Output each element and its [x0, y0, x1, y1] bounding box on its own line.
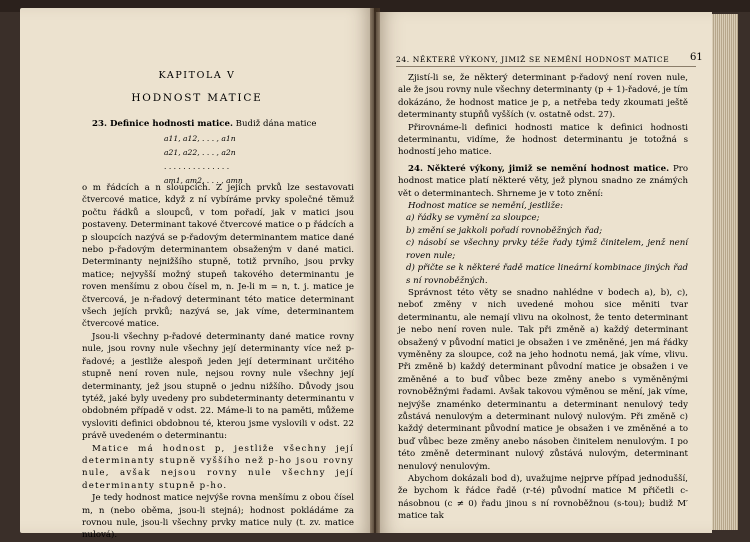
paragraph: Abychom dokázali bod d), uvažujme nejprve případ jednodušší, že bychom k řádce řadě (r-té) původní matice M přičetli c-násobnou (c ≠ 0) řadu jinou s ní rovnoběžnou (s-tou); budiž M′ matice tak	[398, 474, 688, 522]
paragraph: Správnost této věty se snadno nahlédne v bodech a), b), c), neboť změny v nich uvedené mohou sice měniti tvar determinantu, ale nemají vlivu na okolnost, že tento determinant je nebo není roven nule. Tak při změně a) každý determinant obsažený v původní matici je obsažen i ve změněné, jen má řádky vyměněny za sloupce, což na jeho hodnotu nemá, jak víme, vlivu. Při změně b) každý determinant původní matice je obsažen i ve změněné a to buď vůbec beze změny anebo s vyměněnými rovnoběžnými řadami. Avšak takovou výměnou se mění, jak víme, nejvýše znaménko determinantu a determinant nenulový tedy zůstává nenulovým a determinant nulový nulovým. Při změně c) každý determinant původní matice je obsažen i ve změněné a to buď vůbec beze změny anebo násoben činitelem nenulovým. I po této změně determinant nulový zůstává nulovým, determinant nenulový nenulovým.	[398, 287, 688, 472]
theorem-item: d) přičte se k některé řadě matice lineární kombinace jiných řad s ní rovnoběžných.	[406, 263, 688, 286]
theorem-intro: Hodnost matice se nemění, jestliže:	[408, 201, 564, 212]
paragraph: Je tedy hodnost matice nejvýše rovna menšímu z obou čísel m, n (nebo oběma, jsou-li stejná); hodnost pokládáme za rovnou nule, jsou-li všechny prvky matice nuly (t. zv. matice nulová).	[82, 493, 354, 541]
matrix-row: a21, a22, . . . , a2n	[164, 148, 236, 157]
definition-paragraph: Matice má hodnost p, jestliže všechny její determinanty stupně vyššího než p-ho jsou rovny nule, avšak nejsou rovny nule všechny její determinanty stupně p-ho.	[82, 443, 354, 491]
paragraph: Přirovnáme-li definici hodnosti matice k definici hodnosti determinantu, vidíme, že hodnost determinantu je totožná s hodností jeho matice.	[398, 122, 688, 158]
paragraph: Zjistí-li se, že některý determinant p-řadový není roven nule, ale že jsou rovny nule všechny determinanty (p + 1)-řadové, je tím dokázáno, že hodnost matice je p, a netřeba tedy zkoumati ještě determinanty stupňů vyšších (v. ostatně odst. 27).	[398, 73, 689, 121]
chapter-title: HODNOST MATICE	[131, 92, 263, 104]
section-23-heading: 23. Definice hodnosti matice.	[92, 119, 233, 129]
matrix-row: a11, a12, . . . , a1n	[164, 134, 236, 143]
matrix-block	[92, 131, 354, 189]
theorem-item: c) násobí se všechny prvky téže řady týmž činitelem, jenž není roven nule;	[406, 238, 688, 261]
running-head: 24. NĚKTERÉ VÝKONY, JIMIŽ SE NEMĚNÍ HODNOST MATICE	[396, 55, 670, 64]
paragraph: Pro hodnost matice platí některé věty, jež plynou snadno ze známých vět o determinantech. Shrneme je v toto znění:	[398, 163, 689, 199]
paragraph: o m řádcích a n sloupcích. Z jejích prvků lze sestavovati čtvercové matice, když z ní vybíráme prvky společné těmuž počtu řádků a sloupců, v tom pořadí, jak v matici jsou postaveny. Determinant takové čtvercové matice o p řádcích a p sloupcích nazývá se p-řadovým determinantem matice dané nebo p-řadovým determinantem obsaženým v dané matici. Determinanty nejnižšího stupně, totiž prvního, jsou prvky matice; nejvyšší možný stupeň takového determinantu je roven menšímu z obou čísel m, n. Je-li m = n, t. j. matice je čtvercová, je n-řadový determinant této matice determinant všech jejích prvků; nazývá se, jak víme, determinantem čtvercové matice.	[82, 183, 354, 330]
chapter-label: KAPITOLA V	[158, 70, 236, 81]
section-23-intro: Budiž dána matice	[235, 119, 317, 129]
section-24-heading: 24. Některé výkony, jimiž se nemění hodnost matice.	[408, 163, 670, 174]
left-body	[82, 182, 354, 542]
paragraph: Jsou-li všechny p-řadové determinanty dané matice rovny nule, jsou rovny nule všechny její determinanty více než p-řadové; a jestliže alespoň jeden její determinant určitého stupně není roven nule, nejsou rovny nule všechny její determinanty, jež jsou stupně o jednu nižšího. Důvody jsou tytéž, jaké byly uvedeny pro subdeterminanty determinantu v obdobném případě v odst. 22. Máme-li to na paměti, můžeme vysloviti definici obdobnou té, kterou jsme vyslovili v odst. 22 právě uvedeném o determinantu:	[82, 331, 354, 442]
matrix-row: am1, am2, . . . , amn	[164, 176, 243, 185]
theorem-item: a) řádky se vymění za sloupce;	[406, 213, 540, 224]
book-spine	[370, 8, 380, 533]
right-body	[398, 72, 688, 523]
page-number: 61	[690, 52, 703, 63]
header-rule	[396, 66, 696, 67]
matrix-row: . . . . . . . . . . . . . .	[164, 162, 230, 171]
left-page-text	[92, 118, 354, 130]
page-edges	[712, 14, 738, 530]
theorem-item: b) změní se jakkoli pořadí rovnoběžných řad;	[406, 225, 603, 236]
